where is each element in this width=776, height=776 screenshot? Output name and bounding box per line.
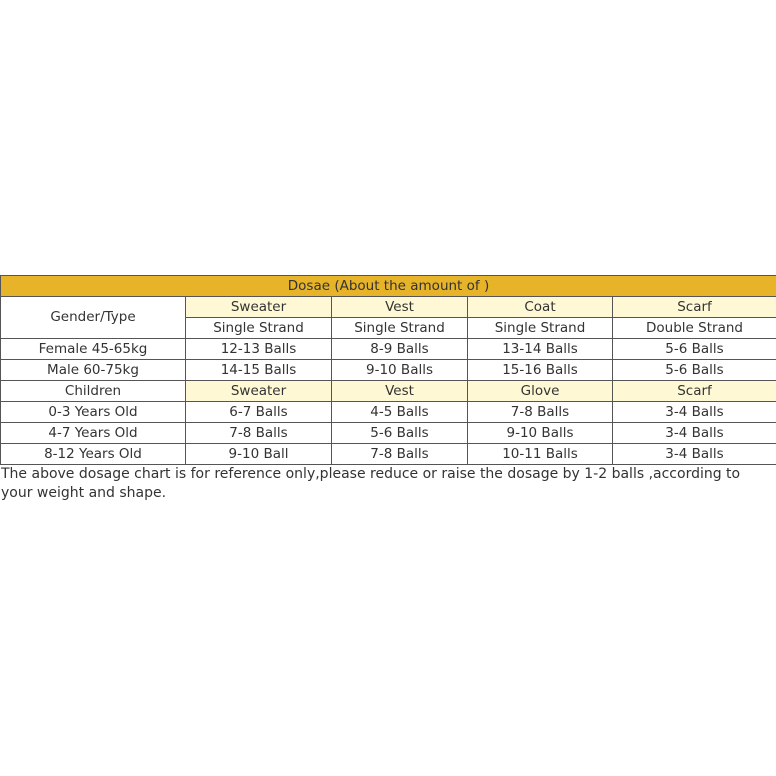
table-title: Dosae (About the amount of ) <box>1 276 776 297</box>
adult-garment-sweater: Sweater <box>186 297 332 318</box>
table-cell: 12-13 Balls <box>186 339 332 360</box>
children-garment-sweater: Sweater <box>186 381 332 402</box>
children-label: Children <box>1 381 186 402</box>
children-garment-vest: Vest <box>332 381 468 402</box>
table-cell: 9-10 Balls <box>332 360 468 381</box>
children-garment-glove: Glove <box>468 381 613 402</box>
row-label-male: Male 60-75kg <box>1 360 186 381</box>
adult-garment-scarf: Scarf <box>613 297 776 318</box>
table-cell: 13-14 Balls <box>468 339 613 360</box>
dosage-table <box>0 275 776 465</box>
table-cell: 10-11 Balls <box>468 444 613 465</box>
table-cell: 3-4 Balls <box>613 444 776 465</box>
adult-garment-header-row <box>1 297 776 318</box>
table-cell: 4-5 Balls <box>332 402 468 423</box>
table-cell: 3-4 Balls <box>613 423 776 444</box>
table-row <box>1 444 776 465</box>
table-cell: 15-16 Balls <box>468 360 613 381</box>
table-cell: 5-6 Balls <box>613 360 776 381</box>
row-label-age-0-3: 0-3 Years Old <box>1 402 186 423</box>
table-row <box>1 360 776 381</box>
strand-coat: Single Strand <box>468 318 613 339</box>
table-row <box>1 339 776 360</box>
table-cell: 5-6 Balls <box>332 423 468 444</box>
gender-type-label: Gender/Type <box>1 297 186 339</box>
strand-scarf: Double Strand <box>613 318 776 339</box>
row-label-female: Female 45-65kg <box>1 339 186 360</box>
table-row <box>1 423 776 444</box>
children-garment-scarf: Scarf <box>613 381 776 402</box>
title-row <box>1 276 776 297</box>
reference-note: The above dosage chart is for reference only,please reduce or raise the dosage by 1-2 balls ,according to your weight and shape. <box>1 466 741 501</box>
strand-sweater: Single Strand <box>186 318 332 339</box>
table-cell: 9-10 Ball <box>186 444 332 465</box>
table-cell: 5-6 Balls <box>613 339 776 360</box>
table-cell: 14-15 Balls <box>186 360 332 381</box>
table-row <box>1 402 776 423</box>
adult-garment-vest: Vest <box>332 297 468 318</box>
table-cell: 6-7 Balls <box>186 402 332 423</box>
table-cell: 8-9 Balls <box>332 339 468 360</box>
table-cell: 7-8 Balls <box>468 402 613 423</box>
children-garment-header-row <box>1 381 776 402</box>
strand-vest: Single Strand <box>332 318 468 339</box>
table-cell: 9-10 Balls <box>468 423 613 444</box>
table-cell: 7-8 Balls <box>186 423 332 444</box>
table-cell: 3-4 Balls <box>613 402 776 423</box>
table-cell: 7-8 Balls <box>332 444 468 465</box>
row-label-age-4-7: 4-7 Years Old <box>1 423 186 444</box>
adult-garment-coat: Coat <box>468 297 613 318</box>
row-label-age-8-12: 8-12 Years Old <box>1 444 186 465</box>
